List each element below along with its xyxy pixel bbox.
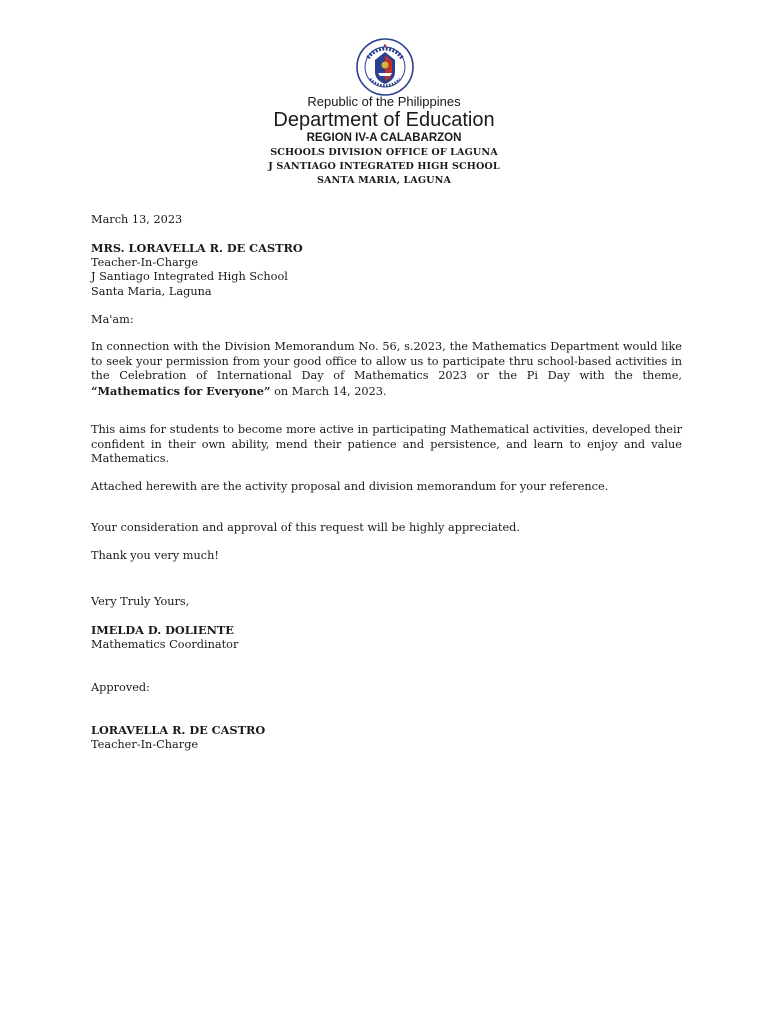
region-line: REGION IV-A CALABARZON — [306, 132, 462, 144]
approved-label: Approved: — [91, 681, 150, 694]
closing-line: Very Truly Yours, — [91, 595, 190, 608]
signer-name: IMELDA D. DOLIENTE — [91, 623, 234, 637]
approver-title: Teacher-In-Charge — [91, 737, 199, 751]
recipient-name: MRS. LORAVELLA R. DE CASTRO — [91, 241, 303, 255]
paragraph-consideration: Your consideration and approval of this request will be highly appreciated. — [91, 521, 520, 534]
republic-line: Republic of the Philippines — [307, 94, 461, 109]
recipient-school: J Santiago Integrated High School — [91, 270, 288, 283]
event-theme: “Mathematics for Everyone” — [91, 383, 271, 398]
signer-block — [91, 623, 682, 652]
school-line: J SANTIAGO INTEGRATED HIGH SCHOOL — [268, 161, 500, 172]
paragraph-thanks: Thank you very much! — [91, 549, 219, 562]
recipient-block — [91, 241, 682, 299]
division-line: SCHOOLS DIVISION OFFICE OF LAGUNA — [270, 147, 498, 158]
location-line: SANTA MARIA, LAGUNA — [316, 175, 452, 186]
approver-block — [91, 723, 682, 752]
deped-seal-icon — [344, 38, 426, 96]
signer-title: Mathematics Coordinator — [91, 637, 239, 651]
recipient-title: Teacher-In-Charge — [91, 255, 199, 269]
letter-date: March 13, 2023 — [91, 213, 183, 226]
approver-name: LORAVELLA R. DE CASTRO — [91, 723, 266, 737]
recipient-address: Santa Maria, Laguna — [91, 284, 212, 298]
paragraph-aims: This aims for students to become more active in participating Mathematical activities, developed their confident in their own ability, mend their patience and persistence, and learn to enjoy and value Mathematics. — [91, 423, 682, 465]
paragraph-request — [91, 340, 682, 399]
paragraph-request-text: In connection with the Division Memorandum No. 56, s.2023, the Mathematics Department would like to seek your permission from your good office to allow us to participate thru school-based activities in the Celebration of International Day of Mathematics 2023 or the Pi Day with the theme, — [91, 340, 682, 382]
paragraph-request-end: on March 14, 2023. — [270, 384, 387, 398]
paragraph-attachments: Attached herewith are the activity proposal and division memorandum for your reference. — [91, 480, 609, 493]
department-title: Department of Education — [273, 109, 495, 131]
salutation: Ma'am: — [91, 313, 134, 326]
